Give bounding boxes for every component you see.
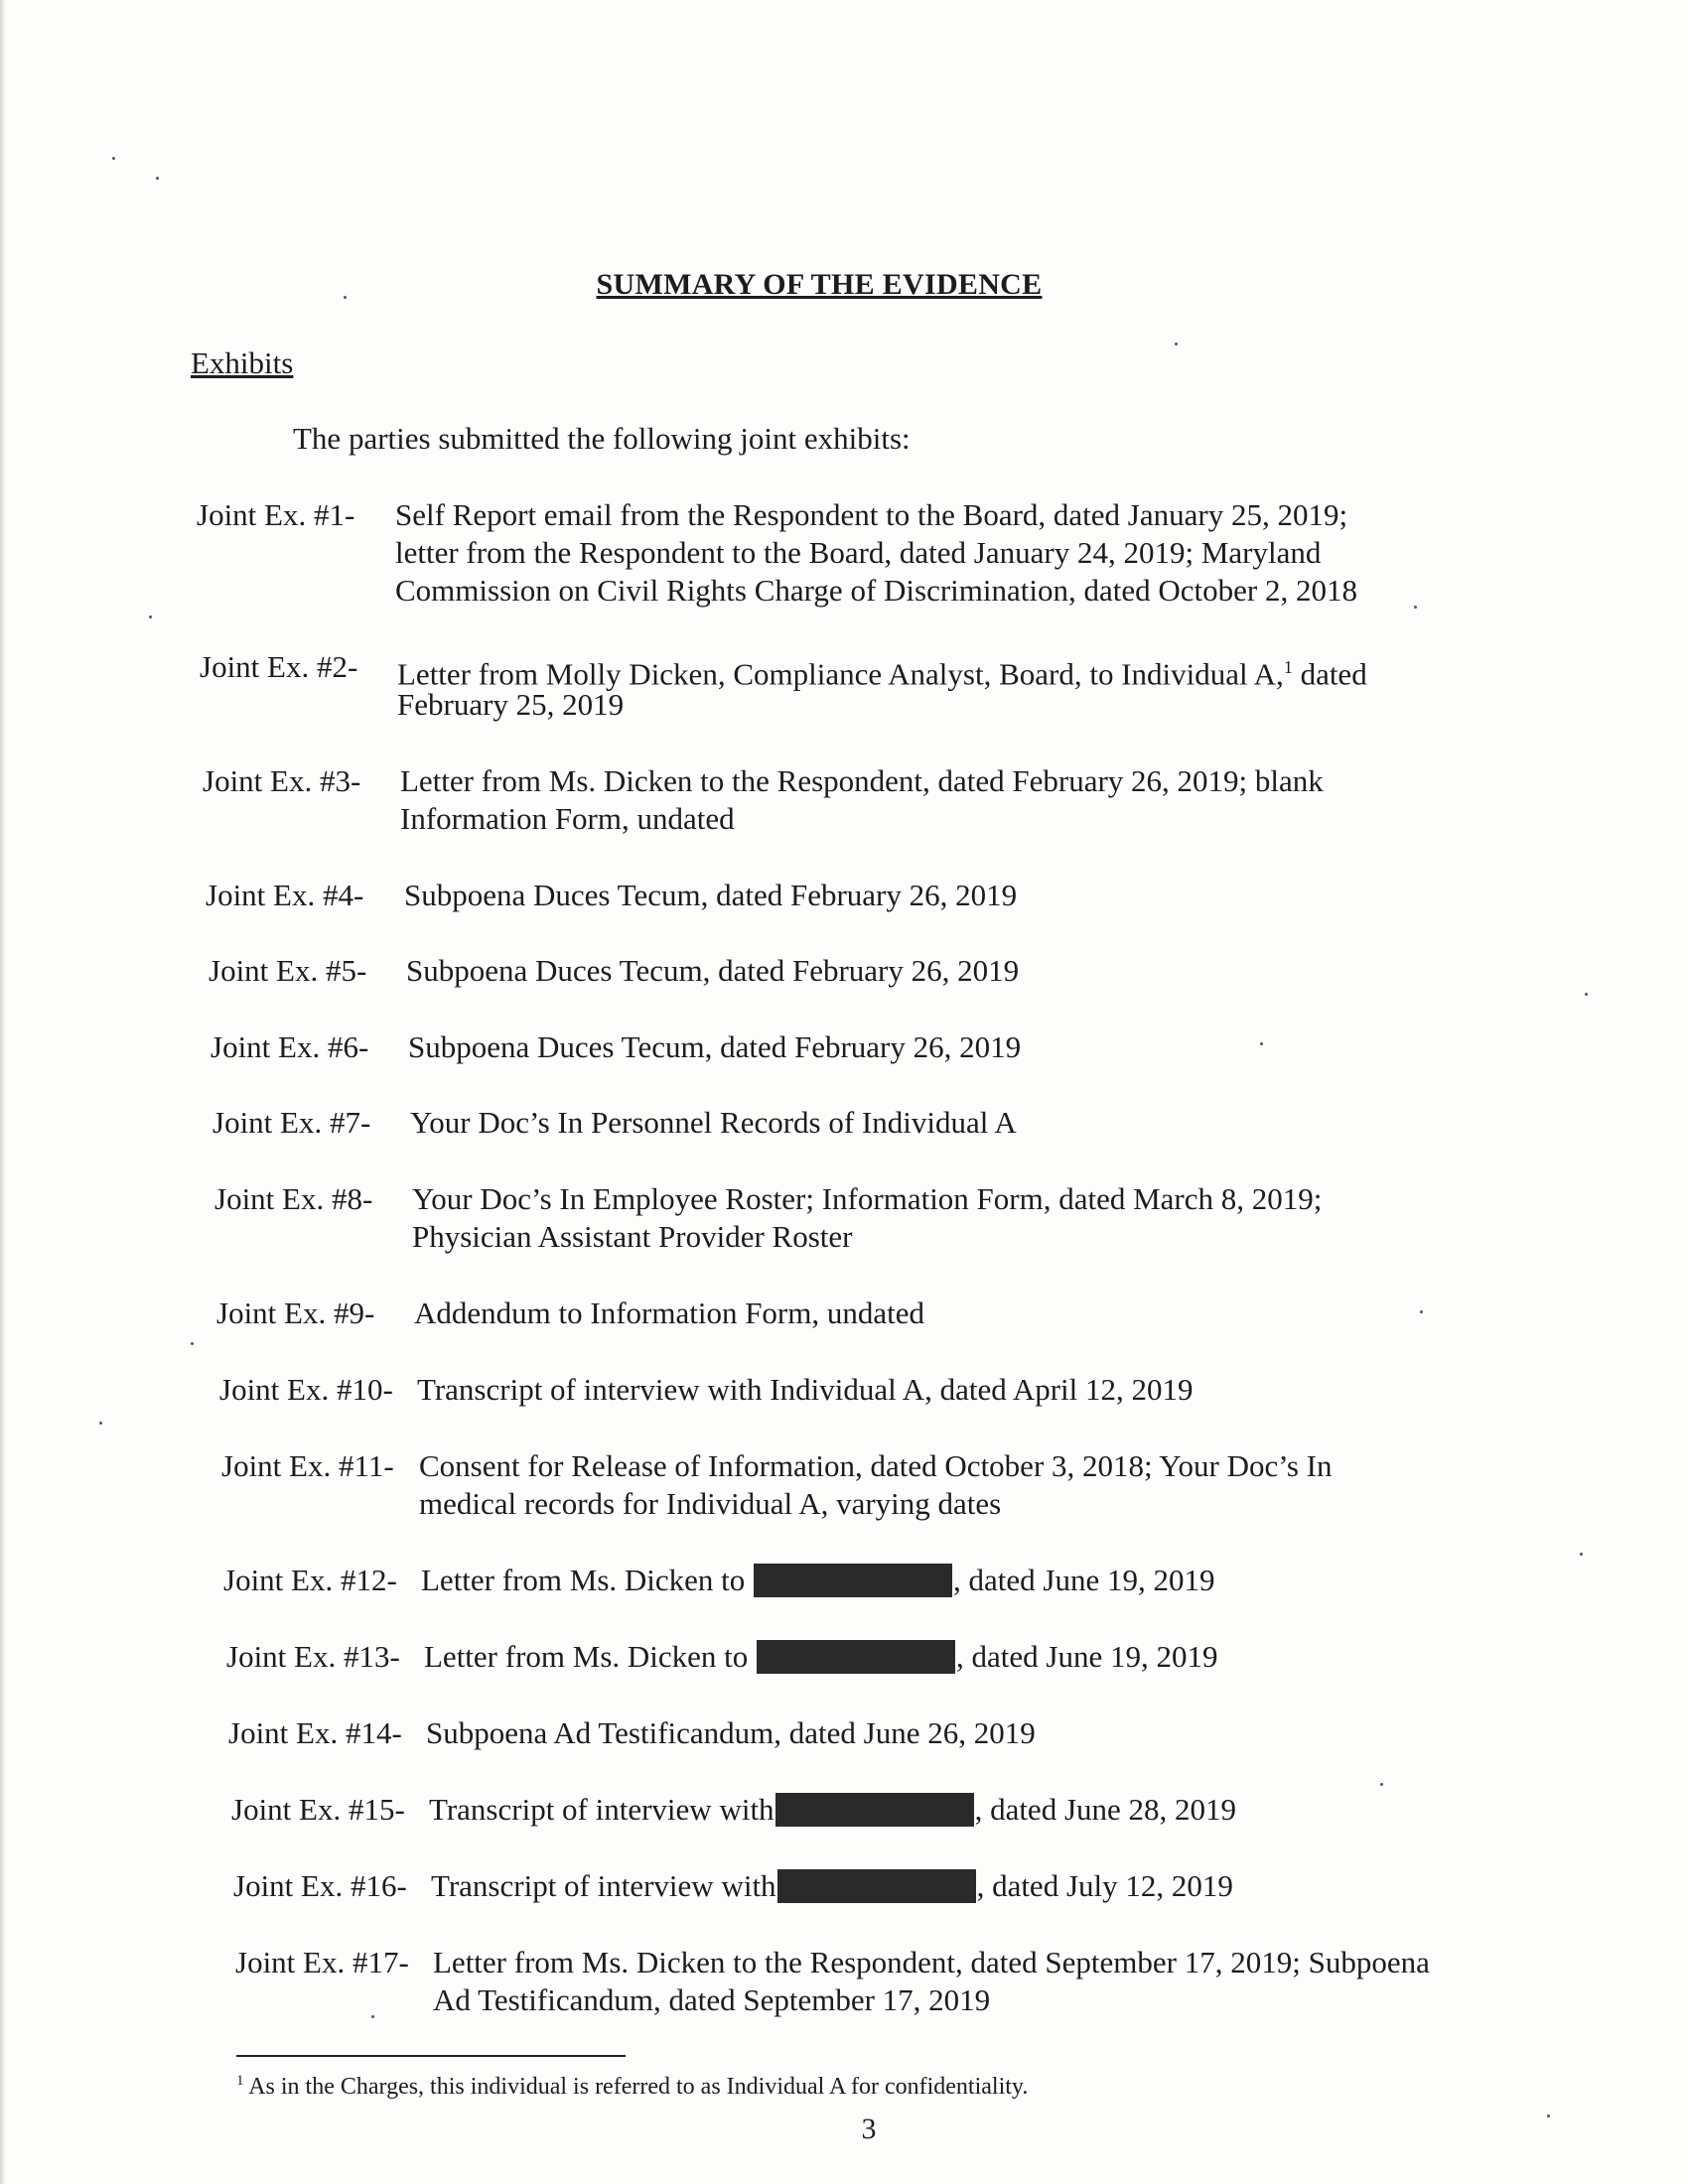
- exhibit-desc-text: , dated June 19, 2019: [953, 1563, 1215, 1597]
- exhibit-desc-line: Subpoena Duces Tecum, dated February 26, 2019: [406, 953, 1020, 988]
- exhibit-desc-line: February 25, 2019: [397, 687, 625, 722]
- intro-text: The parties submitted the following joint exhibits:: [293, 421, 911, 456]
- exhibit-desc-line: Transcript of interview with Individual A, dated April 12, 2019: [417, 1372, 1194, 1407]
- exhibit-desc-line: Letter from Ms. Dicken to the Respondent, dated September 17, 2019; Subpoena: [433, 1945, 1430, 1979]
- exhibit-desc-text: Letter from Ms. Dicken to: [421, 1563, 746, 1597]
- exhibit-desc-line: [421, 1562, 1215, 1599]
- exhibit-label: Joint Ex. #7-: [212, 1105, 371, 1140]
- footnote-marker: 1: [236, 2073, 244, 2089]
- exhibit-desc-text: Letter from Molly Dicken, Compliance Analyst, Board, to Individual A,: [397, 656, 1284, 692]
- exhibit-desc-text: dated: [1292, 656, 1367, 692]
- exhibit-label: Joint Ex. #4-: [206, 878, 364, 912]
- exhibit-desc-line: Your Doc’s In Personnel Records of Individual A: [410, 1105, 1017, 1140]
- exhibit-label: Joint Ex. #11-: [221, 1448, 394, 1483]
- exhibit-label: Joint Ex. #5-: [209, 953, 367, 988]
- exhibit-desc-line: Subpoena Duces Tecum, dated February 26, 2019: [404, 878, 1018, 912]
- exhibit-desc-line: Letter from Ms. Dicken to the Respondent, dated February 26, 2019; blank: [400, 763, 1324, 798]
- footnote: [236, 2073, 1028, 2101]
- exhibit-desc-text: Transcript of interview with: [429, 1792, 774, 1827]
- exhibit-label: Joint Ex. #1-: [197, 497, 355, 532]
- exhibit-desc-line: Information Form, undated: [400, 801, 735, 836]
- exhibit-label: Joint Ex. #2-: [200, 649, 358, 684]
- scan-speck: [1585, 993, 1588, 996]
- scan-speck: [1175, 342, 1178, 345]
- scan-speck: [191, 1342, 194, 1345]
- exhibit-desc-text: Transcript of interview with: [431, 1868, 776, 1903]
- exhibit-label: Joint Ex. #15-: [231, 1792, 405, 1827]
- exhibit-label: Joint Ex. #10-: [219, 1372, 393, 1407]
- exhibit-desc-line: medical records for Individual A, varying dates: [419, 1486, 1002, 1521]
- exhibit-label: Joint Ex. #3-: [203, 763, 361, 798]
- redacted-name-block: [775, 1793, 974, 1827]
- exhibit-desc-line: [424, 1638, 1218, 1676]
- exhibit-label: Joint Ex. #16-: [233, 1868, 407, 1903]
- scan-speck: [1580, 1553, 1583, 1556]
- exhibit-desc-line: Consent for Release of Information, dated October 3, 2018; Your Doc’s In: [419, 1448, 1333, 1483]
- page-title: SUMMARY OF THE EVIDENCE: [596, 268, 1043, 301]
- scan-speck: [112, 157, 115, 160]
- redacted-name-block: [754, 1564, 952, 1597]
- scan-speck: [1420, 1310, 1423, 1313]
- redacted-name-block: [777, 1869, 976, 1903]
- scan-speck: [1414, 606, 1417, 609]
- exhibit-desc-line: Your Doc’s In Employee Roster; Information Form, dated March 8, 2019;: [412, 1181, 1323, 1216]
- scan-speck: [99, 1422, 102, 1425]
- footnote-text: As in the Charges, this individual is referred to as Individual A for confidentiality.: [248, 2074, 1029, 2100]
- scan-speck: [149, 615, 152, 618]
- scan-speck: [1380, 1783, 1383, 1786]
- exhibit-label: Joint Ex. #9-: [216, 1296, 375, 1330]
- scan-speck: [371, 2015, 374, 2018]
- exhibit-desc-line: Physician Assistant Provider Roster: [412, 1219, 853, 1254]
- exhibit-desc-line: Subpoena Ad Testificandum, dated June 26, 2019: [426, 1715, 1036, 1750]
- exhibit-desc-text: , dated June 28, 2019: [974, 1792, 1237, 1827]
- exhibit-label: Joint Ex. #14-: [228, 1715, 402, 1750]
- exhibit-label: Joint Ex. #13-: [226, 1639, 400, 1674]
- footnote-ref: 1: [1283, 657, 1293, 677]
- scan-speck: [1260, 1042, 1263, 1045]
- exhibit-label: Joint Ex. #8-: [214, 1181, 373, 1216]
- exhibit-desc-line: Ad Testificandum, dated September 17, 2019: [433, 1982, 991, 2017]
- section-heading-exhibits: Exhibits: [191, 345, 294, 380]
- exhibit-desc-line: Self Report email from the Respondent to the Board, dated January 25, 2019;: [395, 497, 1348, 532]
- exhibit-desc-line: [429, 1791, 1236, 1829]
- redacted-name-block: [757, 1640, 955, 1674]
- footnote-divider: [236, 2055, 626, 2057]
- exhibit-label: Joint Ex. #17-: [235, 1945, 409, 1979]
- exhibit-label: Joint Ex. #12-: [223, 1563, 397, 1597]
- exhibit-desc-text: Letter from Ms. Dicken to: [424, 1639, 749, 1674]
- exhibit-desc-line: Subpoena Duces Tecum, dated February 26, 2019: [408, 1029, 1022, 1064]
- scan-speck: [1547, 2115, 1550, 2117]
- exhibit-desc-text: , dated July 12, 2019: [976, 1868, 1233, 1903]
- scan-edge: [0, 0, 6, 2184]
- exhibit-desc-line: Addendum to Information Form, undated: [414, 1296, 924, 1330]
- exhibit-desc-text: , dated June 19, 2019: [956, 1639, 1218, 1674]
- scan-speck: [156, 177, 159, 180]
- exhibit-desc-line: Commission on Civil Rights Charge of Discrimination, dated October 2, 2018: [395, 573, 1357, 608]
- scan-speck: [344, 296, 347, 299]
- page-number: 3: [861, 2113, 877, 2145]
- exhibit-desc-line: letter from the Respondent to the Board, dated January 24, 2019; Maryland: [395, 535, 1322, 570]
- exhibit-desc-line: [431, 1867, 1233, 1905]
- exhibit-label: Joint Ex. #6-: [211, 1029, 369, 1064]
